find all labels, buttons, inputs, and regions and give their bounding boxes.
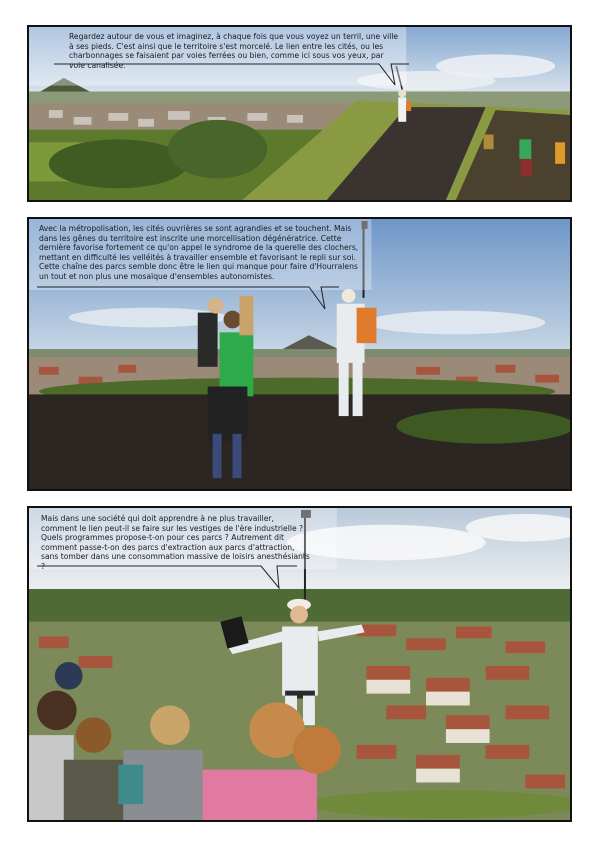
comic-panel-2 [27, 217, 572, 491]
comic-panel-3 [27, 506, 572, 822]
speech-bubble-tail [29, 508, 572, 608]
caption-text: Mais dans une société qui doit apprendre à ne plus travailler, comment le lien peut-il se faire sur les vestiges de l'ère industrielle ? Quels programmes propose-t-on pour ces parcs ? Autrement dit comment passe-t-on des parcs d'extraction aux parcs d'attraction, sans tomber dans une consommation massive de loisirs anesthésiants ? [41, 514, 310, 571]
speech-bubble-tail [39, 27, 572, 97]
comic-panel-1 [27, 25, 572, 202]
caption-text: Avec la métropolisation, les cités ouvrières se sont agrandies et se touchent. Mais dans les gênes du territoire est inscrite une morcellisation dégénératrice. Cette dernière favorise fortement ce qu'on appel le syndrome de la querelle des clochers, mettant en difficulté les velléités à travailler ensemble et favorisant le repli sur soi. Cette chaîne des parcs semble donc être le lien qui manque pour faire d'Hourralens un tout et non plus une mosaïque d'ensembles autonomistes. [39, 224, 359, 281]
caption-text: Regardez autour de vous et imaginez, à chaque fois que vous voyez un terril, une ville à ses pieds. C'est ainsi que le territoire s'est morcelé. Le lien entre les cités, ou les charbonnages se faisaient par voies ferrées ou bien, comme ici sous vos yeux, par voie canalisée. [69, 32, 399, 70]
speech-bubble-tail [29, 219, 572, 319]
